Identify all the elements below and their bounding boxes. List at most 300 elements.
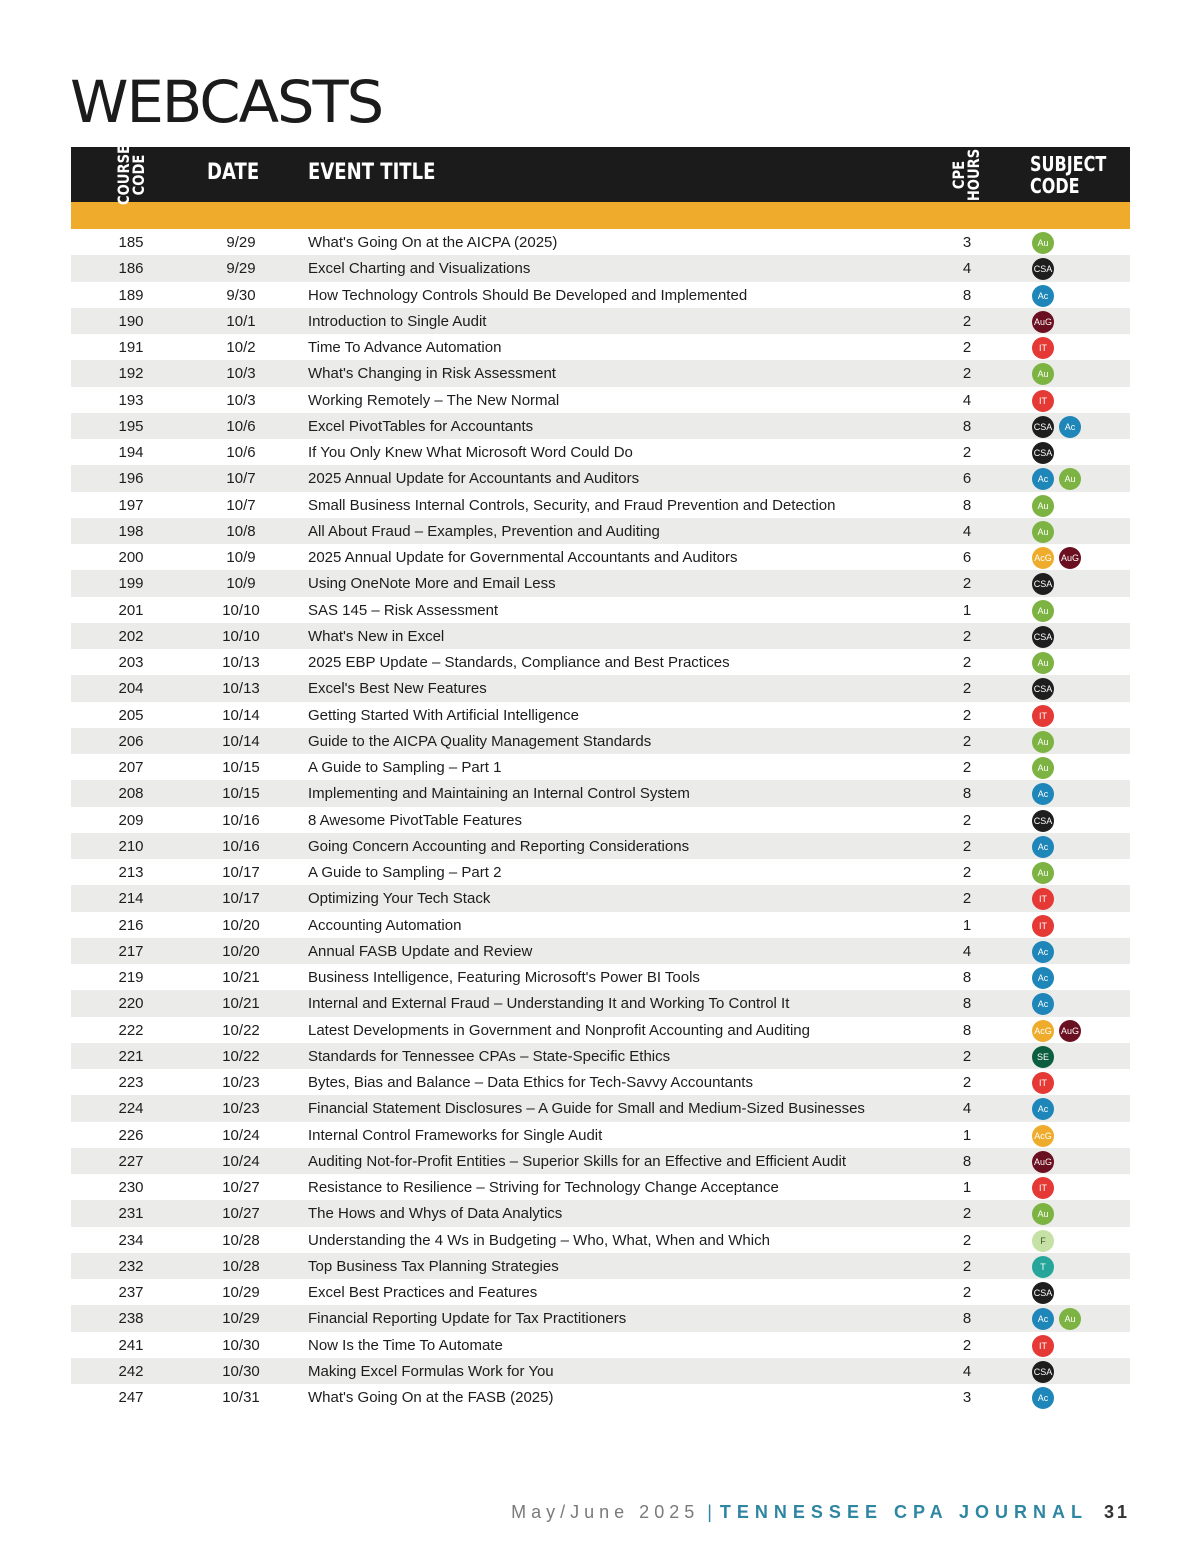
subject-badge: IT: [1032, 705, 1054, 727]
subject-badge: Au: [1032, 731, 1054, 753]
subject-code-cell: [1032, 285, 1054, 307]
subject-code-cell: [1032, 1387, 1054, 1409]
cpe-hours-cell: 2: [962, 627, 972, 645]
course-code-cell: 190: [118, 312, 144, 330]
subject-badge: Ac: [1032, 783, 1054, 805]
subject-badge: AcG: [1032, 1020, 1054, 1042]
cpe-hours-cell: 2: [962, 890, 972, 908]
event-title-cell: What's Going On at the FASB (2025): [308, 1389, 554, 1406]
subject-code-cell: [1032, 442, 1054, 464]
footer-issue: May/June 2025: [511, 1502, 700, 1522]
subject-badge: Ac: [1032, 941, 1054, 963]
date-cell: 10/17: [222, 864, 260, 881]
page-number: 31: [1103, 1502, 1130, 1522]
cpe-hours-cell: 8: [962, 995, 972, 1013]
header-date: DATE: [207, 160, 260, 185]
course-code-cell: 230: [118, 1179, 144, 1196]
subject-badge: CSA: [1032, 626, 1054, 648]
table-row: [71, 413, 1130, 439]
cpe-hours-cell: 2: [962, 1047, 972, 1065]
table-row: [71, 964, 1130, 990]
subject-code-cell: [1032, 705, 1054, 727]
event-title-cell: Time To Advance Automation: [308, 339, 502, 356]
course-code-cell: 195: [118, 417, 144, 435]
table-row: [71, 1069, 1130, 1095]
event-title-cell: The Hows and Whys of Data Analytics: [308, 1205, 563, 1223]
subject-badge: IT: [1032, 1177, 1054, 1199]
event-title-cell: Implementing and Maintaining an Internal Control System: [308, 785, 690, 803]
table-row: [71, 282, 1130, 308]
subject-code-cell: [1032, 363, 1054, 385]
table-row: [71, 1305, 1130, 1331]
cpe-hours-cell: 2: [962, 837, 972, 855]
table-row: [71, 387, 1130, 413]
table-row: [71, 675, 1130, 701]
subject-code-cell: [1032, 337, 1054, 359]
subject-badge: IT: [1032, 390, 1054, 412]
course-code-cell: 204: [118, 680, 144, 698]
subject-badge: Au: [1032, 600, 1054, 622]
date-cell: 10/24: [222, 1152, 260, 1170]
subject-code-cell: [1032, 810, 1054, 832]
cpe-hours-cell: 4: [962, 260, 972, 278]
course-code-cell: 216: [118, 916, 144, 934]
cpe-hours-cell: 2: [962, 864, 972, 881]
subject-code-cell: [1032, 1335, 1054, 1357]
subject-code-cell: [1032, 468, 1081, 490]
event-title-cell: Introduction to Single Audit: [308, 312, 487, 330]
course-code-cell: 191: [118, 339, 144, 356]
date-cell: 10/10: [222, 601, 260, 619]
event-title-cell: Understanding the 4 Ws in Budgeting – Who, What, When and Which: [308, 1231, 770, 1249]
date-cell: 9/29: [226, 260, 256, 278]
course-code-cell: 194: [118, 444, 144, 461]
table-row: [71, 518, 1130, 544]
subject-badge: Au: [1032, 757, 1054, 779]
table-row: [71, 859, 1130, 885]
date-cell: 10/6: [226, 417, 256, 435]
course-code-cell: 202: [118, 627, 144, 645]
table-row: [71, 229, 1130, 255]
table-row: [71, 807, 1130, 833]
subject-code-cell: [1032, 678, 1054, 700]
date-cell: 10/21: [222, 995, 260, 1013]
course-code-cell: 199: [118, 575, 144, 593]
date-cell: 10/29: [222, 1284, 260, 1301]
event-title-cell: Excel PivotTables for Accountants: [308, 417, 534, 435]
subject-code-cell: [1032, 521, 1054, 543]
subject-badge: AuG: [1032, 1151, 1054, 1173]
subject-badge: T: [1032, 1256, 1054, 1278]
subject-badge: CSA: [1032, 416, 1054, 438]
date-cell: 10/1: [226, 312, 256, 330]
subject-badge: AcG: [1032, 547, 1054, 569]
event-title-cell: Making Excel Formulas Work for You: [308, 1362, 554, 1380]
course-code-cell: 221: [118, 1047, 144, 1065]
date-cell: 10/15: [222, 759, 260, 776]
event-title-cell: Internal and External Fraud – Understanding It and Working To Control It: [308, 995, 790, 1013]
table-row: [71, 1148, 1130, 1174]
date-cell: 10/29: [222, 1310, 260, 1328]
table-row: [71, 1384, 1130, 1410]
cpe-hours-cell: 8: [962, 496, 972, 514]
table-row: [71, 1095, 1130, 1121]
date-cell: 10/30: [222, 1336, 260, 1354]
cpe-hours-cell: 4: [962, 942, 972, 960]
date-cell: 10/22: [222, 1047, 260, 1065]
course-code-cell: 213: [118, 864, 144, 881]
subject-badge: IT: [1032, 1335, 1054, 1357]
subject-code-cell: [1032, 941, 1054, 963]
course-code-cell: 196: [118, 470, 144, 488]
course-code-cell: 214: [118, 890, 144, 908]
subject-badge: SE: [1032, 1046, 1054, 1068]
cpe-hours-cell: 2: [962, 365, 972, 383]
subject-badge: Au: [1032, 363, 1054, 385]
event-title-cell: Financial Statement Disclosures – A Guide for Small and Medium-Sized Businesses: [308, 1100, 865, 1118]
subject-badge: AuG: [1059, 1020, 1081, 1042]
table-row: [71, 885, 1130, 911]
subject-badge: AuG: [1032, 311, 1054, 333]
cpe-hours-cell: 6: [962, 470, 972, 488]
event-title-cell: Top Business Tax Planning Strategies: [308, 1257, 559, 1275]
cpe-hours-cell: 2: [962, 1074, 972, 1091]
course-code-cell: 237: [118, 1284, 144, 1301]
cpe-hours-cell: 2: [962, 1205, 972, 1223]
course-code-cell: 192: [118, 365, 144, 383]
table-row: [71, 649, 1130, 675]
subject-badge: Ac: [1059, 416, 1081, 438]
date-cell: 10/2: [226, 339, 256, 356]
subject-badge: Ac: [1032, 1387, 1054, 1409]
table-row: [71, 833, 1130, 859]
table-body: [71, 229, 1130, 1410]
date-cell: 10/23: [222, 1074, 260, 1091]
table-row: [71, 360, 1130, 386]
table-row: [71, 334, 1130, 360]
course-code-cell: 222: [118, 1021, 144, 1039]
subject-badge: IT: [1032, 337, 1054, 359]
course-code-cell: 208: [118, 785, 144, 803]
date-cell: 10/24: [222, 1126, 260, 1144]
table-header: [71, 145, 1130, 205]
event-title-cell: All About Fraud – Examples, Prevention and Auditing: [308, 522, 660, 540]
course-code-cell: 185: [118, 234, 144, 251]
course-code-cell: 198: [118, 522, 144, 540]
header-cpe-hours: CPE HOURS: [949, 148, 983, 202]
date-cell: 10/6: [226, 444, 256, 461]
cpe-hours-cell: 4: [962, 1100, 972, 1118]
event-title-cell: A Guide to Sampling – Part 1: [308, 759, 502, 776]
course-code-cell: 224: [118, 1100, 144, 1118]
cpe-hours-cell: 1: [962, 601, 972, 619]
subject-code-cell: [1032, 915, 1054, 937]
course-code-cell: 217: [118, 942, 144, 960]
event-title-cell: SAS 145 – Risk Assessment: [308, 601, 499, 619]
course-code-cell: 197: [118, 496, 144, 514]
subject-badge: Ac: [1032, 1098, 1054, 1120]
subject-code-cell: [1032, 783, 1054, 805]
course-code-cell: 205: [118, 706, 144, 724]
event-title-cell: Standards for Tennessee CPAs – State-Specific Ethics: [308, 1047, 671, 1065]
table-row: [71, 702, 1130, 728]
date-cell: 9/29: [226, 234, 256, 251]
subject-code-cell: [1032, 888, 1054, 910]
date-cell: 10/27: [222, 1179, 260, 1196]
subject-badge: Au: [1032, 232, 1054, 254]
event-title-cell: How Technology Controls Should Be Developed and Implemented: [308, 286, 748, 304]
course-code-cell: 220: [118, 995, 144, 1013]
subject-badge: CSA: [1032, 678, 1054, 700]
table-row: [71, 1200, 1130, 1226]
event-title-cell: Auditing Not-for-Profit Entities – Superior Skills for an Effective and Efficient Audit: [308, 1152, 847, 1170]
subject-badge: Au: [1032, 652, 1054, 674]
subject-badge: IT: [1032, 915, 1054, 937]
date-cell: 10/20: [222, 916, 260, 934]
subject-badge: CSA: [1032, 573, 1054, 595]
cpe-hours-cell: 8: [962, 969, 972, 986]
cpe-hours-cell: 1: [962, 916, 972, 934]
event-title-cell: Using OneNote More and Email Less: [308, 575, 556, 593]
cpe-hours-cell: 2: [962, 759, 972, 776]
subject-badge: Ac: [1032, 468, 1054, 490]
subject-code-cell: [1032, 757, 1054, 779]
cpe-hours-cell: 4: [962, 522, 972, 540]
cpe-hours-cell: 2: [962, 312, 972, 330]
subject-badge: CSA: [1032, 810, 1054, 832]
subject-code-cell: [1032, 495, 1054, 517]
date-cell: 10/14: [222, 732, 260, 750]
course-code-cell: 241: [118, 1336, 144, 1354]
subject-badge: Au: [1032, 862, 1054, 884]
date-cell: 10/16: [222, 811, 260, 829]
cpe-hours-cell: 1: [962, 1179, 972, 1196]
cpe-hours-cell: 1: [962, 1126, 972, 1144]
table-row: [71, 1174, 1130, 1200]
table-row: [71, 938, 1130, 964]
subject-code-cell: [1032, 731, 1054, 753]
subject-badge: Ac: [1032, 836, 1054, 858]
subject-badge: Au: [1059, 1308, 1081, 1330]
subject-badge: Ac: [1032, 993, 1054, 1015]
table-row: [71, 1227, 1130, 1253]
course-code-cell: 210: [118, 837, 144, 855]
cpe-hours-cell: 2: [962, 1336, 972, 1354]
footer-separator: |: [707, 1502, 712, 1522]
event-title-cell: 2025 EBP Update – Standards, Compliance and Best Practices: [308, 654, 730, 671]
subject-badge: AuG: [1059, 547, 1081, 569]
subject-code-cell: [1032, 258, 1054, 280]
event-title-cell: What's Changing in Risk Assessment: [308, 365, 556, 383]
webcasts-table: [71, 147, 1130, 1410]
event-title-cell: Latest Developments in Government and Nonprofit Accounting and Auditing: [308, 1021, 810, 1039]
date-cell: 10/8: [226, 522, 256, 540]
table-row: [71, 544, 1130, 570]
table-row: [71, 1122, 1130, 1148]
subject-code-cell: [1032, 547, 1081, 569]
table-row: [71, 990, 1130, 1016]
table-row: [71, 465, 1130, 491]
subject-code-cell: [1032, 573, 1054, 595]
cpe-hours-cell: 4: [962, 1362, 972, 1380]
table-row: [71, 623, 1130, 649]
date-cell: 10/15: [222, 785, 260, 803]
course-code-cell: 193: [118, 391, 144, 409]
table-row: [71, 1253, 1130, 1279]
cpe-hours-cell: 2: [962, 811, 972, 829]
event-title-cell: Working Remotely – The New Normal: [308, 391, 560, 409]
table-row: [71, 1332, 1130, 1358]
date-cell: 10/13: [222, 654, 260, 671]
table-row: [71, 308, 1130, 334]
table-row: [71, 912, 1130, 938]
table-row: [71, 1279, 1130, 1305]
date-cell: 10/7: [226, 470, 256, 488]
cpe-hours-cell: 2: [962, 1231, 972, 1249]
date-cell: 10/27: [222, 1205, 260, 1223]
cpe-hours-cell: 6: [962, 549, 972, 566]
table-row: [71, 439, 1130, 465]
event-title-cell: Accounting Automation: [308, 916, 462, 934]
table-row: [71, 570, 1130, 596]
cpe-hours-cell: 2: [962, 575, 972, 593]
date-cell: 10/14: [222, 706, 260, 724]
course-code-cell: 207: [118, 759, 144, 776]
cpe-hours-cell: 2: [962, 654, 972, 671]
cpe-hours-cell: 8: [962, 1021, 972, 1039]
date-cell: 10/9: [226, 549, 256, 566]
date-cell: 10/28: [222, 1257, 260, 1275]
subject-badge: CSA: [1032, 1361, 1054, 1383]
subject-code-cell: [1032, 626, 1054, 648]
subject-code-cell: [1032, 1230, 1054, 1252]
subject-badge: Au: [1032, 521, 1054, 543]
event-title-cell: Excel's Best New Features: [308, 680, 487, 698]
date-cell: 10/7: [226, 496, 256, 514]
course-code-cell: 206: [118, 732, 144, 750]
date-cell: 10/20: [222, 942, 260, 960]
date-cell: 10/13: [222, 680, 260, 698]
subject-badge: Au: [1032, 1203, 1054, 1225]
course-code-cell: 201: [118, 601, 144, 619]
table-row: [71, 492, 1130, 518]
subject-badge: Au: [1059, 468, 1081, 490]
table-row: [71, 1043, 1130, 1069]
header-course-code: COURSE CODE: [114, 145, 148, 205]
cpe-hours-cell: 8: [962, 1310, 972, 1328]
subject-code-cell: [1032, 1125, 1054, 1147]
event-title-cell: Bytes, Bias and Balance – Data Ethics for Tech-Savvy Accountants: [308, 1074, 753, 1091]
subject-code-cell: [1032, 652, 1054, 674]
cpe-hours-cell: 4: [962, 391, 972, 409]
event-title-cell: Financial Reporting Update for Tax Practitioners: [308, 1310, 627, 1328]
course-code-cell: 227: [118, 1152, 144, 1170]
event-title-cell: Now Is the Time To Automate: [308, 1336, 503, 1354]
course-code-cell: 209: [118, 811, 144, 829]
event-title-cell: Internal Control Frameworks for Single Audit: [308, 1126, 603, 1144]
subject-code-cell: [1032, 1256, 1054, 1278]
subject-code-cell: [1032, 1203, 1054, 1225]
event-title-cell: Guide to the AICPA Quality Management Standards: [308, 732, 652, 750]
cpe-hours-cell: 2: [962, 339, 972, 356]
event-title-cell: Small Business Internal Controls, Security, and Fraud Prevention and Detection: [308, 496, 836, 514]
subject-code-cell: [1032, 1072, 1054, 1094]
table-row: [71, 255, 1130, 281]
event-title-cell: A Guide to Sampling – Part 2: [308, 864, 502, 881]
subject-code-cell: [1032, 390, 1054, 412]
cpe-hours-cell: 8: [962, 286, 972, 304]
cpe-hours-cell: 2: [962, 1257, 972, 1275]
date-cell: 10/16: [222, 837, 260, 855]
subject-code-cell: [1032, 311, 1054, 333]
cpe-hours-cell: 2: [962, 1284, 972, 1301]
subject-badge: AcG: [1032, 1125, 1054, 1147]
date-cell: 10/17: [222, 890, 260, 908]
course-code-cell: 247: [118, 1389, 144, 1406]
subject-code-cell: [1032, 1020, 1081, 1042]
cpe-hours-cell: 3: [962, 234, 972, 251]
date-cell: 9/30: [226, 286, 256, 304]
subject-badge: IT: [1032, 1072, 1054, 1094]
subject-badge: CSA: [1032, 442, 1054, 464]
cpe-hours-cell: 8: [962, 1152, 972, 1170]
date-cell: 10/3: [226, 391, 256, 409]
subject-badge: Ac: [1032, 967, 1054, 989]
event-title-cell: What's Going On at the AICPA (2025): [308, 234, 558, 251]
course-code-cell: 189: [118, 286, 144, 304]
cpe-hours-cell: 3: [962, 1389, 972, 1406]
subject-code-cell: [1032, 862, 1054, 884]
subject-code-cell: [1032, 600, 1054, 622]
event-title-cell: 2025 Annual Update for Governmental Accountants and Auditors: [308, 549, 738, 566]
course-code-cell: 232: [118, 1257, 144, 1275]
course-code-cell: 238: [118, 1310, 144, 1328]
course-code-cell: 226: [118, 1126, 144, 1144]
event-title-cell: 8 Awesome PivotTable Features: [308, 811, 523, 829]
course-code-cell: 231: [118, 1205, 144, 1223]
table-row: [71, 780, 1130, 806]
subject-badge: Au: [1032, 495, 1054, 517]
event-title-cell: Getting Started With Artificial Intelligence: [308, 706, 579, 724]
date-cell: 10/10: [222, 627, 260, 645]
subject-badge: Ac: [1032, 1308, 1054, 1330]
subject-badge: Ac: [1032, 285, 1054, 307]
date-cell: 10/28: [222, 1231, 260, 1249]
date-cell: 10/31: [222, 1389, 260, 1406]
event-title-cell: 2025 Annual Update for Accountants and Auditors: [308, 470, 640, 488]
table-row: [71, 1017, 1130, 1043]
footer-journal-name: TENNESSEE CPA JOURNAL: [719, 1502, 1088, 1522]
course-code-cell: 223: [118, 1074, 144, 1091]
cpe-hours-cell: 8: [962, 785, 972, 803]
subject-code-cell: [1032, 1098, 1054, 1120]
date-cell: 10/30: [222, 1362, 260, 1380]
table-row: [71, 728, 1130, 754]
course-code-cell: 203: [118, 654, 144, 671]
event-title-cell: Business Intelligence, Featuring Microsoft's Power BI Tools: [308, 969, 700, 986]
subject-code-cell: [1032, 1361, 1054, 1383]
table-row: [71, 597, 1130, 623]
event-title-cell: Excel Charting and Visualizations: [308, 260, 531, 278]
subject-code-cell: [1032, 416, 1081, 438]
header-event-title: EVENT TITLE: [308, 160, 436, 185]
course-code-cell: 200: [118, 549, 144, 566]
event-title-cell: Resistance to Resilience – Striving for Technology Change Acceptance: [308, 1179, 779, 1196]
subject-code-cell: [1032, 993, 1054, 1015]
event-title-cell: Optimizing Your Tech Stack: [308, 890, 491, 908]
table-row: [71, 1358, 1130, 1384]
page-footer: [511, 1502, 1130, 1523]
